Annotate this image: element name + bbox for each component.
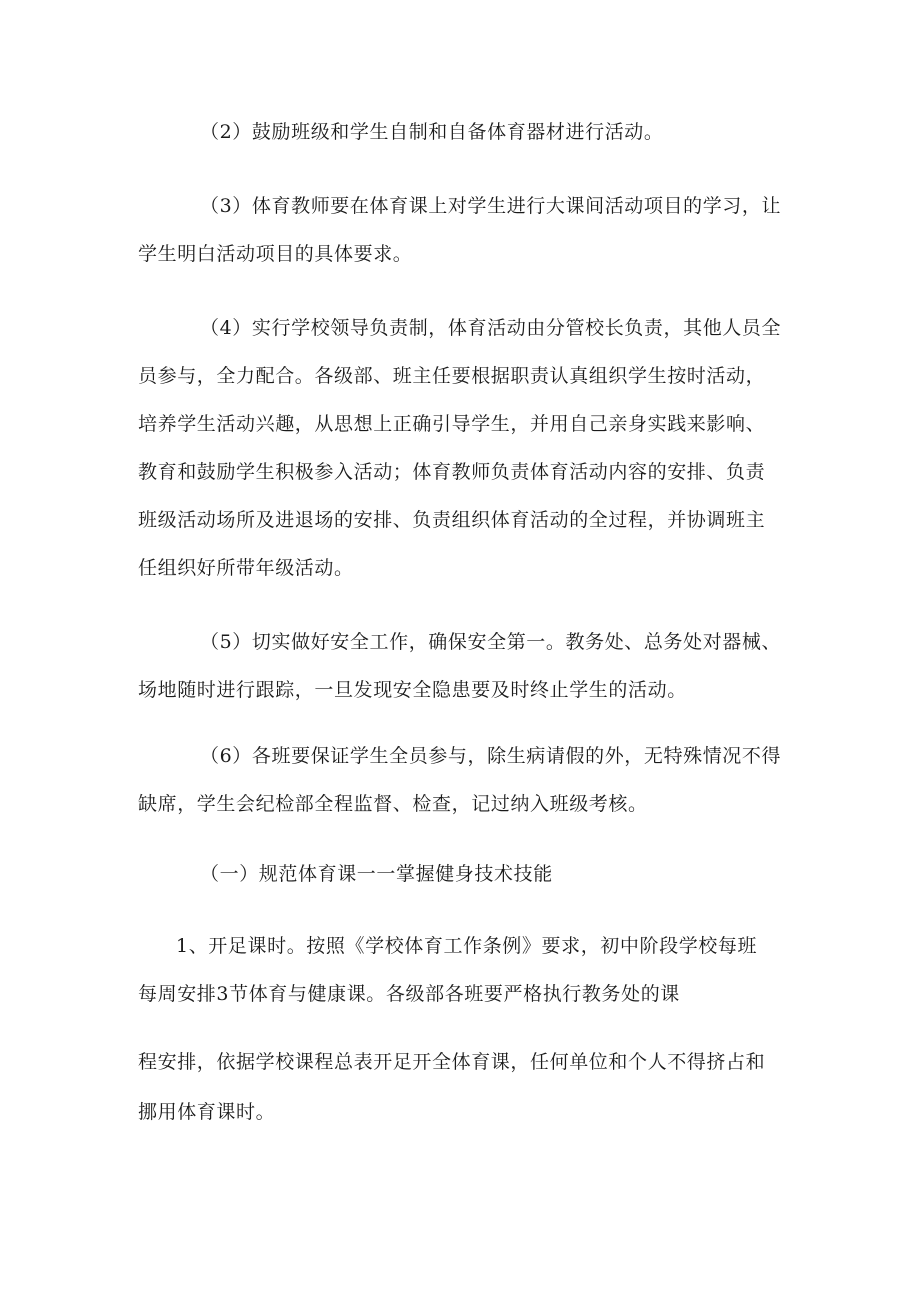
paragraph-4-line-1: （4）实行学校领导负责制，体育活动由分管校长负责，其他人员全 bbox=[200, 317, 782, 339]
item-1-line-2: 每周安排3节体育与健康课。各级部各班要严格执行教务处的课 bbox=[138, 983, 680, 1005]
item-1-line-3: 程安排，依据学校课程总表开足开全体育课，任何单位和个人不得挤占和 bbox=[138, 1051, 766, 1073]
paragraph-6-line-2: 缺席，学生会纪检部全程监督、检查，记过纳入班级考核。 bbox=[138, 793, 648, 815]
paragraph-6-line-1: （6）各班要保证学生全员参与，除生病请假的外，无特殊情况不得 bbox=[200, 745, 782, 767]
paragraph-3-line-1: （3）体育教师要在体育课上对学生进行大课间活动项目的学习，让 bbox=[200, 195, 782, 217]
item-1-line-1: 1、开足课时。按照《学校体育工作条例》要求，初中阶段学校每班 bbox=[176, 935, 758, 957]
paragraph-4-line-5: 班级活动场所及进退场的安排、负责组织体育活动的全过程，并协调班主 bbox=[138, 509, 766, 531]
paragraph-3-line-2: 学生明白活动项目的具体要求。 bbox=[138, 243, 413, 265]
paragraph-4-line-4: 教育和鼓励学生积极参入活动；体育教师负责体育活动内容的安排、负责 bbox=[138, 461, 766, 483]
paragraph-4-line-3: 培养学生活动兴趣，从思想上正确引导学生，并用自己亲身实践来影响、 bbox=[138, 413, 766, 435]
paragraph-2-line-1: （2）鼓励班级和学生自制和自备体育器材进行活动。 bbox=[200, 121, 664, 143]
item-1-line-4: 挪用体育课时。 bbox=[138, 1101, 276, 1123]
paragraph-4-line-2: 员参与，全力配合。各级部、班主任要根据职责认真组织学生按时活动， bbox=[138, 365, 766, 387]
paragraph-5-line-1: （5）切实做好安全工作，确保安全第一。教务处、总务处对器械、 bbox=[200, 631, 782, 653]
paragraph-5-line-2: 场地随时进行跟踪，一旦发现安全隐患要及时终止学生的活动。 bbox=[138, 679, 687, 701]
paragraph-4-line-6: 任组织好所带年级活动。 bbox=[138, 557, 354, 579]
section-heading: （一）规范体育课一一掌握健身技术技能 bbox=[200, 863, 553, 885]
